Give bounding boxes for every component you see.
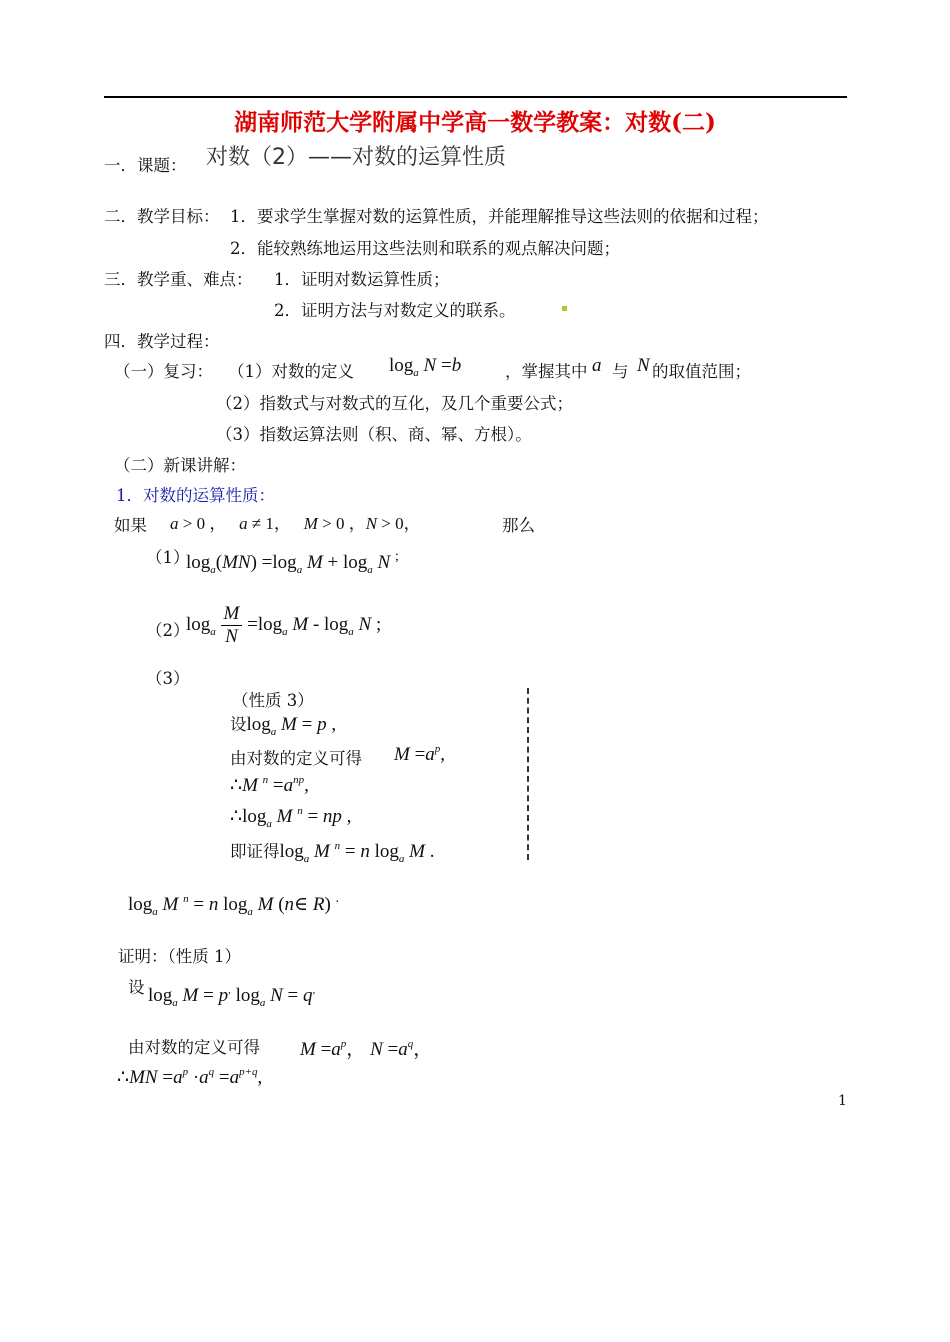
goals-label: 二．教学目标： [104,207,220,226]
property-1-label: （1） [146,548,190,567]
topic-value: 对数（2）——对数的运算性质 [206,145,506,170]
box-line-3: ∴M $^n =a^{np}$, [230,774,309,796]
box-line-1-text: 设 [230,715,247,734]
proof-label: 证明：（性质 1） [118,947,241,966]
var-N: N [637,355,650,376]
box-line-1: 设$\log_a M = p$ , [230,714,337,738]
condition-prefix: 如果 [114,516,147,535]
review-item-2: （2）指数式与对数式的互化，及几个重要公式； [216,394,573,413]
goal-1: 1．要求学生掌握对数的运算性质，并能理解推导这些法则的依据和过程； [230,207,769,226]
box-divider [527,688,529,860]
document-title: 湖南师范大学附属中学高一数学教案：对数(二) [234,109,716,136]
box-line-2-formula: $M =a^p$, [394,743,446,765]
property-2-formula: $\log_a$ $\frac{M}{N}$ $=\log_a$ M - $\log_a N$ ; [186,603,382,647]
review-item-1b: ，掌握其中 [505,362,588,381]
var-a: a [592,355,602,376]
property-3-label: （3） [146,669,190,688]
box-line-5-text: 即证得 [230,842,280,861]
page-number: 1 [838,1093,847,1109]
process-label: 四．教学过程： [104,332,220,351]
review-item-3: （3）指数运算法则（积、商、幂、方根）。 [216,425,532,444]
proof-line-1-text: 设 [128,978,145,997]
review-label: （一）复习： [114,362,213,381]
review-item-1c: 与 [612,362,629,381]
box-line-5: 即证得$\log_a M$ $^n$ = n $\log_a M$ . [230,840,435,865]
condition-suffix: 那么 [502,516,535,535]
key-point-1: 1．证明对数运算性质； [274,270,450,289]
formula-log-def: $\log_a N =b$ [389,355,462,379]
key-points-label: 三．教学重、难点： [104,270,253,289]
box-title: （性质 3） [232,691,314,710]
property-2-label: （2） [146,621,190,640]
new-lesson-label: （二）新课讲解： [114,456,246,475]
section-heading: 1．对数的运算性质： [116,486,275,505]
goal-2: 2．能较熟练地运用这些法则和联系的观点解决问题； [230,239,620,258]
property-1-formula: $\log_a(MN) =\log_a$ $M + \log_a N$ ; [186,549,399,576]
proof-line-2-text: 由对数的定义可得 [128,1038,260,1057]
review-item-1d: 的取值范围； [652,362,751,381]
condition-formula: a > 0 ， a ≠ 1， M > 0 ，N > 0， [170,514,421,533]
review-item-1a: （1）对数的定义 [228,362,354,381]
proof-line-2-formula: $M =a^p$， $N =a^q$， [300,1038,433,1060]
property-3-formula: $\log_a M$ $^n$ = n $\log_a M$ (n∈ R) . [128,891,340,918]
decorative-dot [562,306,567,311]
box-line-4: $\therefore\log_a$ M $^n$ = np , [230,805,352,830]
key-point-2: 2．证明方法与对数定义的联系。 [274,301,516,320]
proof-line-1-formula: $\log_a M = p^,$ $\log_a N = q^,$ [148,984,316,1009]
proof-line-3: ∴MN $=a^p \cdot a^q =a^{p+q}$, [117,1066,263,1088]
topic-label: 一．课题： [104,156,187,175]
header-rule [104,96,847,98]
box-line-2-text: 由对数的定义可得 [230,749,362,768]
